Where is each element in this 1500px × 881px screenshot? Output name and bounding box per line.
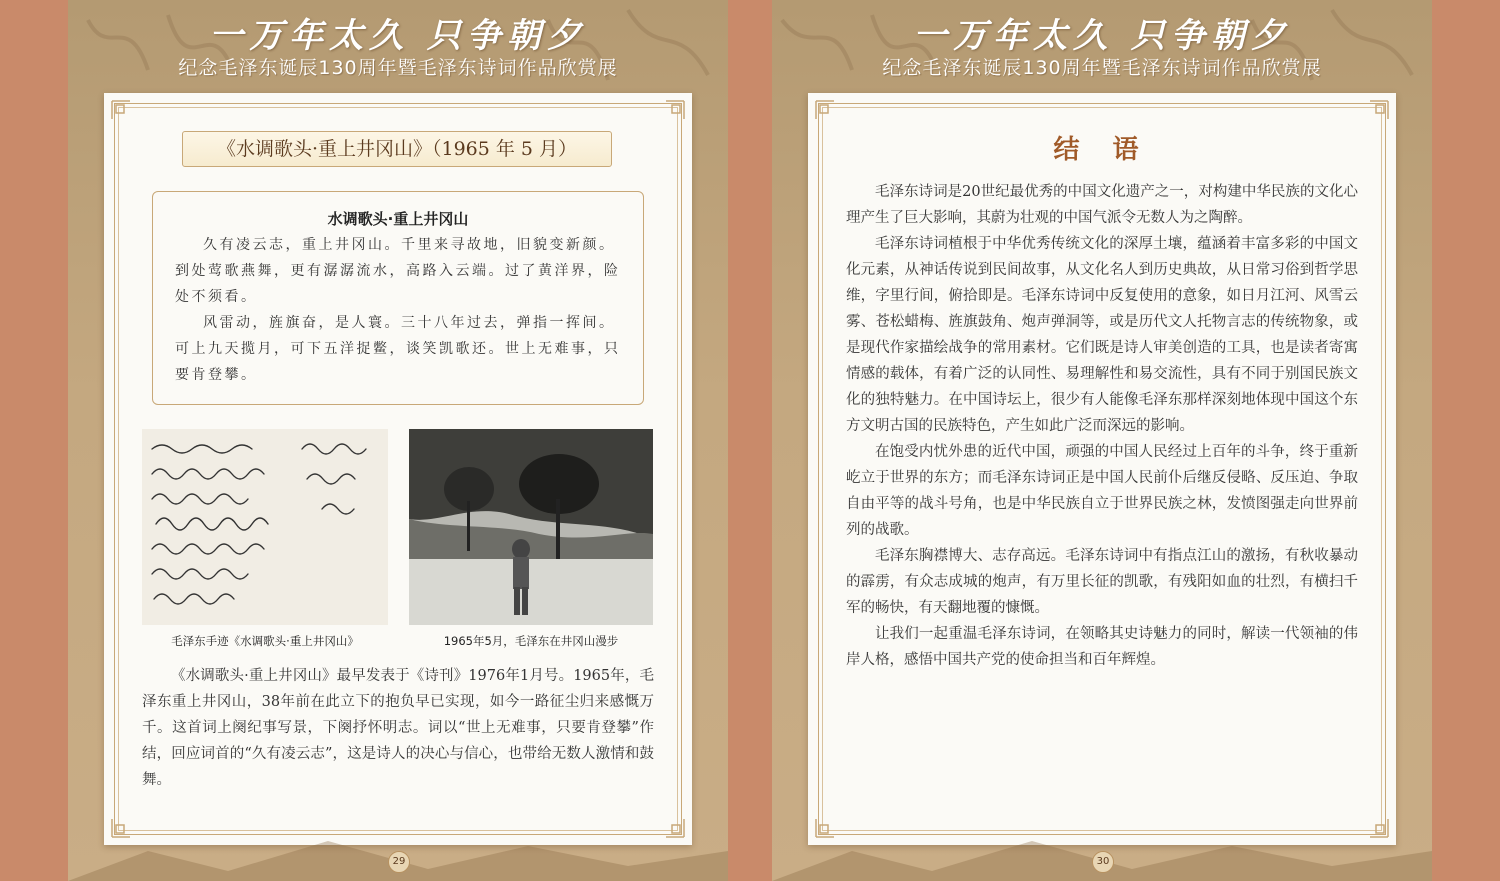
corner-ornament-icon [814, 99, 836, 121]
conclusion-paragraph: 毛泽东胸襟博大、志存高远。毛泽东诗词中有指点江山的激扬，有秋收暴动的霹雳，有众志成城的炮声，有万里长征的凯歌，有残阳如血的壮烈，有横扫千军的畅快，有天翻地覆的慷慨。 [846, 548, 1358, 616]
caption-photo: 1965年5月，毛泽东在井冈山漫步 [443, 634, 619, 648]
manuscript-image [142, 429, 388, 625]
conclusion-paragraph: 让我们一起重温毛泽东诗词，在领略其史诗魅力的同时，解读一代领袖的伟岸人格，感悟中国共产党的使命担当和百年辉煌。 [846, 626, 1358, 668]
page-header-title: 一万年太久 只争朝夕 [209, 16, 587, 56]
caption-manuscript: 毛泽东手迹《水调歌头·重上井冈山》 [171, 634, 359, 648]
corner-ornament-icon [664, 99, 686, 121]
poem-name: 水调歌头·重上井冈山 [327, 210, 469, 228]
right-page [772, 0, 1432, 881]
page-header-subtitle: 纪念毛泽东诞辰130周年暨毛泽东诗词作品欣赏展 [882, 57, 1322, 79]
page-number: 29 [388, 851, 410, 873]
corner-ornament-icon [1368, 99, 1390, 121]
poem-commentary: 《水调歌头·重上井冈山》最早发表于《诗刊》1976年1月号。1965年，毛泽东重上井冈山，38年前在此立下的抱负早已实现，如今一路征尘归来感慨万千。这首词上阕纪事写景，下阕抒怀明志。词以“世上无难事，只要肯登攀”作结，回应词首的“久有凌云志”，这是诗人的决心与信心，也带给无数人激情和鼓舞。 [142, 668, 654, 788]
poem-stanza-1: 久有凌云志，重上井冈山。千里来寻故地，旧貌变新颜。到处莺歌燕舞，更有潺潺流水，高路入云端。过了黄洋界，险处不须看。 [175, 237, 621, 305]
conclusion-paragraph: 在饱受内忧外患的近代中国，顽强的中国人民经过上百年的斗争，终于重新屹立于世界的东方；而毛泽东诗词正是中国人民前仆后继反侵略、反压迫、争取自由平等的战斗号角，也是中华民族自立于世界民族之林，发愤图强走向世界前列的战歌。 [846, 444, 1358, 538]
content-card [104, 93, 692, 845]
page-header-title: 一万年太久 只争朝夕 [913, 16, 1291, 56]
conclusion-body [846, 179, 1358, 673]
photo-walking-jinggangshan [409, 429, 653, 625]
left-page [68, 0, 728, 881]
page-header-subtitle: 纪念毛泽东诞辰130周年暨毛泽东诗词作品欣赏展 [178, 57, 618, 79]
corner-ornament-icon [110, 99, 132, 121]
conclusion-paragraph: 毛泽东诗词植根于中华优秀传统文化的深厚土壤，蕴涵着丰富多彩的中国文化元素，从神话传说到民间故事，从文化名人到历史典故，从日常习俗到哲学思维，字里行间，俯拾即是。毛泽东诗词中反复使用的意象，如日月江河、风雪云雾、苍松蜡梅、旌旗鼓角、炮声弹洞等，或是历代文人托物言志的传统物象，或是现代作家描绘战争的常用素材。它们既是诗人审美创造的工具，也是读者寄寓情感的载体，有着广泛的认同性、易理解性和易交流性，具有不同于别国民族文化的独特魅力。在中国诗坛上，很少有人能像毛泽东那样深刻地体现中国这个东方文明古国的民族特色，产生如此广泛而深远的影响。 [846, 236, 1358, 434]
poem-stanza-2: 风雷动，旌旗奋，是人寰。三十八年过去，弹指一挥间。可上九天揽月，可下五洋捉鳖，谈笑凯歌还。世上无难事，只要肯登攀。 [175, 315, 621, 383]
conclusion-title: 结 语 [1053, 135, 1151, 165]
page-number: 30 [1092, 851, 1114, 873]
poem-heading: 《水调歌头·重上井冈山》（1965 年 5 月） [182, 131, 612, 167]
content-card [808, 93, 1396, 845]
conclusion-paragraph: 毛泽东诗词是20世纪最优秀的中国文化遗产之一，对构建中华民族的文化心理产生了巨大影响，其蔚为壮观的中国气派令无数人为之陶醉。 [846, 184, 1358, 226]
poem-box [152, 191, 644, 405]
